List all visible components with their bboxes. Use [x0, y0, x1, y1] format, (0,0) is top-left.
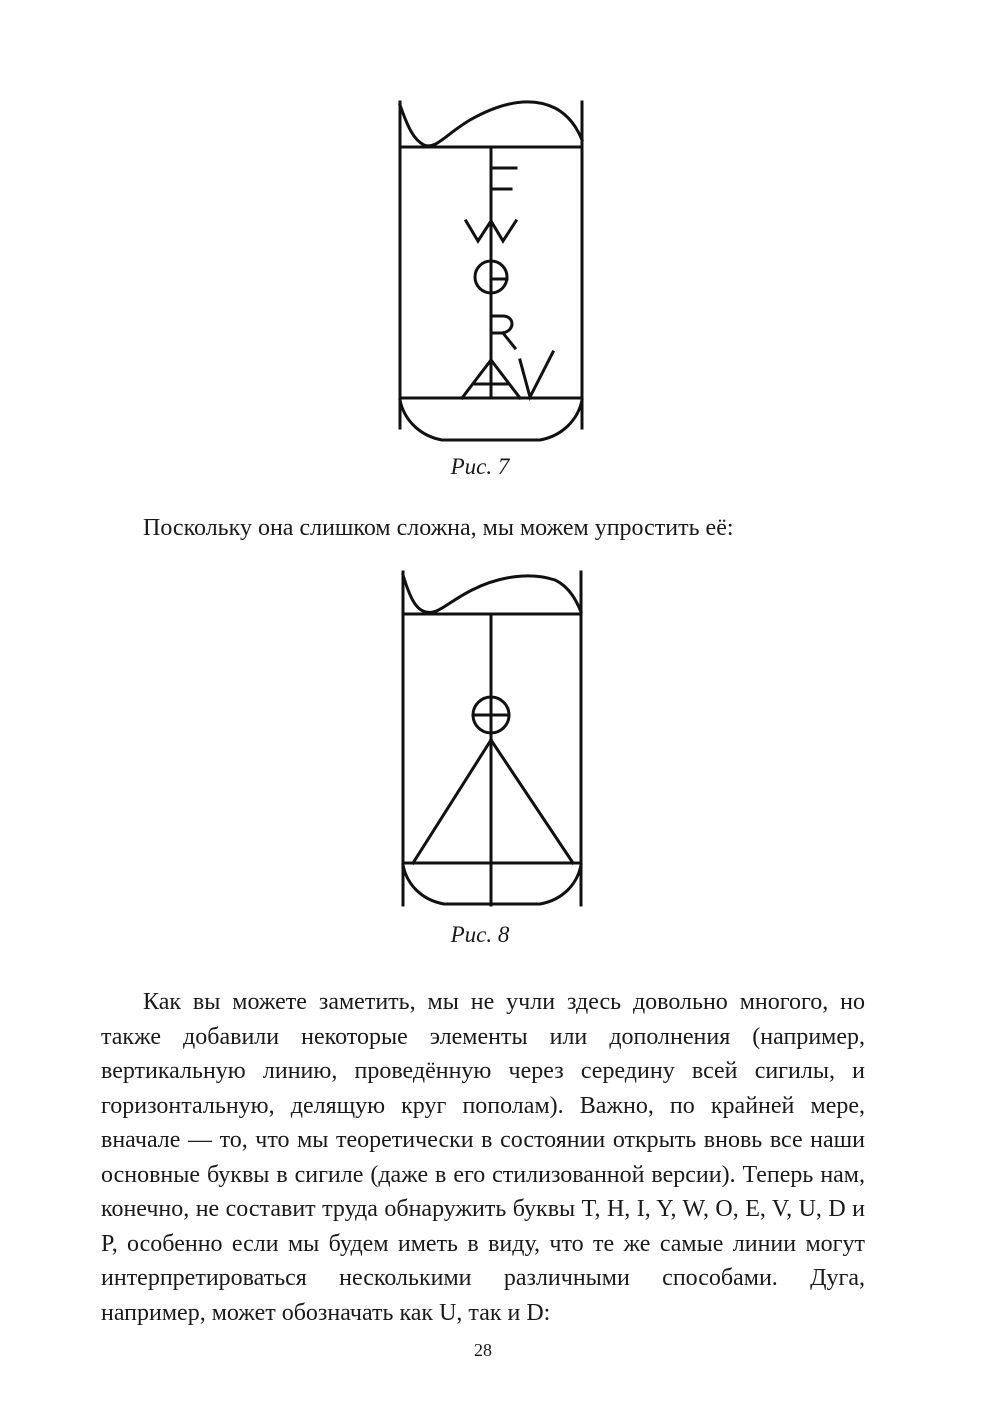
figure-8-caption: Рис. 8	[450, 922, 510, 947]
page-number: 28	[474, 1340, 492, 1360]
body-paragraph: Как вы можете заметить, мы не учли здесь довольно многого, но также добавили некоторые элементы или дополнения (например, вертикальную линию, проведённую через середину всей сигилы, и горизонтальную, делящую круг пополам). Важно, по крайней мере, вначале — то, что мы теоретически в состоянии открыть вновь все наши основные буквы в сигиле (даже в его стилизованной версии). Теперь нам, конечно, не составит труда обнаружить буквы T, H, I, Y, W, O, E, V, U, D и P, особенно если мы будем иметь в виду, что те же самые линии могут интерпретироваться несколькими различными способами. Дуга, например, может обозначать как U, так и D:	[101, 989, 865, 1326]
sigil-figure-7	[0, 0, 1000, 470]
sigil-figure-8	[0, 560, 1000, 920]
figure-7-caption: Рис. 7	[450, 454, 510, 479]
intro-text: Поскольку она слишком сложна, мы можем упростить её:	[143, 515, 734, 541]
